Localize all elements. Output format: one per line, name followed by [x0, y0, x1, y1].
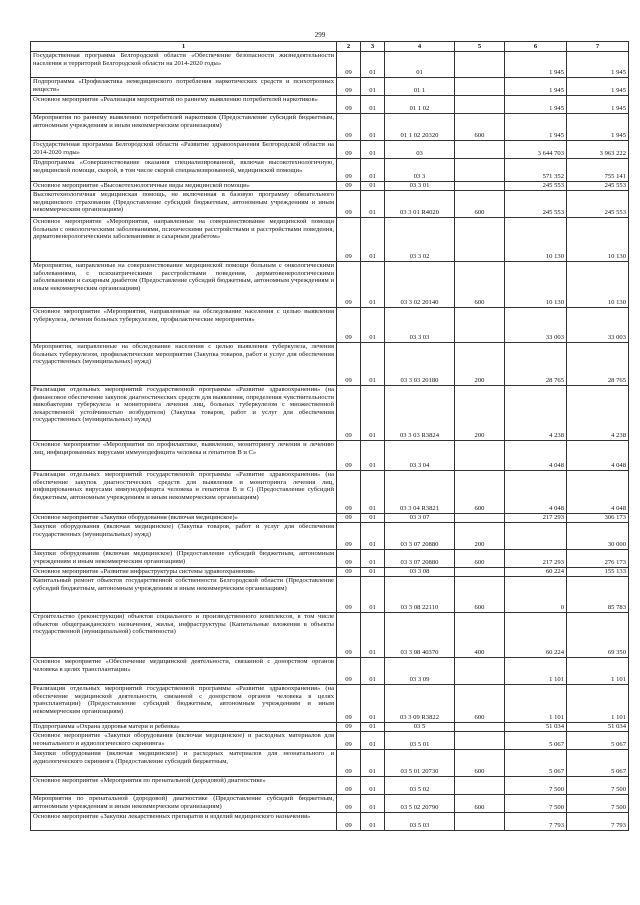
- amount-2018: 3 963 222: [567, 141, 629, 159]
- target-article-code: 03 3 04: [385, 441, 455, 471]
- section-code: 09: [337, 96, 361, 114]
- row-name: Основное мероприятие «Реализация мероприятий по раннему выявлению потребителей наркотиков»: [31, 96, 337, 114]
- amount-2017: 10 130: [505, 262, 567, 308]
- table-row: [31, 813, 629, 831]
- subsection-code: 01: [361, 523, 385, 550]
- section-code: 09: [337, 141, 361, 159]
- subsection-code: 01: [361, 777, 385, 795]
- table-row: [31, 550, 629, 568]
- subsection-code: 01: [361, 568, 385, 577]
- section-code: 09: [337, 514, 361, 523]
- amount-2018: 4 048: [567, 471, 629, 514]
- subsection-code: 01: [361, 52, 385, 78]
- target-article-code: 03 3 02: [385, 218, 455, 262]
- target-article-code: 03 5: [385, 723, 455, 732]
- expense-type-code: 600: [455, 550, 505, 568]
- expense-type-code: 600: [455, 114, 505, 141]
- section-code: 09: [337, 114, 361, 141]
- table-row: [31, 114, 629, 141]
- expense-type-code: [455, 723, 505, 732]
- target-article-code: 03 3 02 20140: [385, 262, 455, 308]
- amount-2018: 51 034: [567, 723, 629, 732]
- target-article-code: 03 3 07: [385, 514, 455, 523]
- expense-type-code: 600: [455, 191, 505, 218]
- table-row: [31, 191, 629, 218]
- table-row: [31, 386, 629, 441]
- subsection-code: 01: [361, 750, 385, 777]
- amount-2017: 33 003: [505, 308, 567, 343]
- row-name: Закупки оборудования (включая медицинское) и расходных материалов для неонатального и аудиологического скрининга (Предоставление субсидий бюджетным,: [31, 750, 337, 777]
- row-name: Подпрограмма «Охрана здоровья матери и ребенка»: [31, 723, 337, 732]
- row-name: Закупки оборудования (включая медицинское) (Предоставление субсидий бюджетным, автономным учреждениям и иным некоммерческим организациям): [31, 550, 337, 568]
- amount-2018: 1 945: [567, 96, 629, 114]
- target-article-code: 01 1: [385, 78, 455, 96]
- table-row: [31, 141, 629, 159]
- row-name: Мероприятия, направленные на обследование населения с целью выявления туберкулеза, лечения больных туберкулезом, профилактические мероприятия (Закупка товаров, работ и услуг для обеспечения государственных (муниципальных) нужд): [31, 343, 337, 386]
- row-name: Подпрограмма «Профилактика немедицинского потребления наркотических средств и психотропных веществ»: [31, 78, 337, 96]
- amount-2017: 571 352: [505, 159, 567, 182]
- expense-type-code: 600: [455, 750, 505, 777]
- subsection-code: 01: [361, 218, 385, 262]
- amount-2018: 245 553: [567, 182, 629, 191]
- table-row: [31, 441, 629, 471]
- row-name: Основное мероприятие «Высокотехнологичные виды медицинской помощи»: [31, 182, 337, 191]
- target-article-code: 01 1 02: [385, 96, 455, 114]
- subsection-code: 01: [361, 308, 385, 343]
- target-article-code: 03 3 01 R4020: [385, 191, 455, 218]
- subsection-code: 01: [361, 723, 385, 732]
- amount-2017: 5 067: [505, 732, 567, 750]
- expense-type-code: 600: [455, 471, 505, 514]
- subsection-code: 01: [361, 159, 385, 182]
- section-code: 09: [337, 52, 361, 78]
- amount-2017: 7 500: [505, 795, 567, 813]
- target-article-code: 03 3 09: [385, 658, 455, 685]
- table-row: [31, 777, 629, 795]
- target-article-code: 03 3 04 R3821: [385, 471, 455, 514]
- amount-2017: [505, 523, 567, 550]
- expense-type-code: [455, 78, 505, 96]
- section-code: 09: [337, 182, 361, 191]
- table-row: [31, 658, 629, 685]
- section-code: 09: [337, 777, 361, 795]
- expense-type-code: [455, 441, 505, 471]
- expense-type-code: [455, 777, 505, 795]
- table-row: [31, 568, 629, 577]
- target-article-code: 03 3 01: [385, 182, 455, 191]
- row-name: Государственная программа Белгородской области «Обеспечение безопасности жизнедеятельности населения и территорий Белгородской области на 2014-2020 годы»: [31, 52, 337, 78]
- table-row: [31, 52, 629, 78]
- expense-type-code: [455, 96, 505, 114]
- amount-2017: 217 293: [505, 514, 567, 523]
- amount-2017: 28 765: [505, 343, 567, 386]
- page-number: 299: [314, 31, 326, 39]
- amount-2018: 33 003: [567, 308, 629, 343]
- section-code: 09: [337, 658, 361, 685]
- table-row: [31, 732, 629, 750]
- section-code: 09: [337, 78, 361, 96]
- subsection-code: 01: [361, 685, 385, 723]
- row-name: Основное мероприятие «Закупки лекарственных препаратов и изделий медицинского назначения»: [31, 813, 337, 831]
- row-name: Подпрограмма «Совершенствование оказания специализированной, включая высокотехнологичную, медицинской помощи, скорой, в том числе скорой специализированной, медицинской помощи»: [31, 159, 337, 182]
- row-name: Государственная программа Белгородской области «Развитие здравоохранения Белгородской области на 2014-2020 годы»: [31, 141, 337, 159]
- amount-2017: 4 238: [505, 386, 567, 441]
- table-row: [31, 523, 629, 550]
- subsection-code: 01: [361, 514, 385, 523]
- table-row: [31, 218, 629, 262]
- target-article-code: 03 3 08 22110: [385, 577, 455, 613]
- amount-2018: 30 000: [567, 523, 629, 550]
- amount-2017: 1 945: [505, 114, 567, 141]
- amount-2018: 1 101: [567, 685, 629, 723]
- row-name: Основное мероприятие «Развитие инфраструктуры системы здравоохранения»: [31, 568, 337, 577]
- amount-2017: 1 101: [505, 658, 567, 685]
- row-name: Строительство (реконструкция) объектов социального и производственного комплексов, в том числе объектов общегражданского назначения, жилья, инфраструктуры (Капитальные вложения в объекты государственной (муниципальной) собственности): [31, 613, 337, 658]
- subsection-code: 01: [361, 550, 385, 568]
- section-code: 09: [337, 191, 361, 218]
- section-code: 09: [337, 523, 361, 550]
- expense-type-code: [455, 568, 505, 577]
- expense-type-code: 600: [455, 262, 505, 308]
- target-article-code: 03 5 01 20730: [385, 750, 455, 777]
- amount-2017: 7 500: [505, 777, 567, 795]
- target-article-code: 03 5 03: [385, 813, 455, 831]
- section-code: 09: [337, 750, 361, 777]
- target-article-code: 03 3 07 20880: [385, 523, 455, 550]
- expense-type-code: 600: [455, 795, 505, 813]
- section-code: 09: [337, 308, 361, 343]
- row-name: Основное мероприятие «Мероприятия, направленные на совершенствование медицинской помощи больным с онкологическими заболеваниями, психическими расстройствами и расстройствами поведения, дерматовенерологическими заболеваниями и сахарным диабетом»: [31, 218, 337, 262]
- column-header: 7: [567, 42, 629, 52]
- expense-type-code: 600: [455, 577, 505, 613]
- target-article-code: 01 1 02 20320: [385, 114, 455, 141]
- subsection-code: 01: [361, 471, 385, 514]
- amount-2018: 69 350: [567, 613, 629, 658]
- row-name: Капитальный ремонт объектов государственной собственности Белгородской области (Предоставление субсидий бюджетным, автономным учреждениям и иным некоммерческим организациям): [31, 577, 337, 613]
- table-row: [31, 182, 629, 191]
- column-header: 2: [337, 42, 361, 52]
- amount-2018: 5 067: [567, 732, 629, 750]
- expense-type-code: [455, 141, 505, 159]
- table-row: [31, 308, 629, 343]
- section-code: 09: [337, 159, 361, 182]
- table-row: [31, 262, 629, 308]
- expense-type-code: [455, 732, 505, 750]
- target-article-code: 03 5 02: [385, 777, 455, 795]
- section-code: 09: [337, 550, 361, 568]
- table-row: [31, 514, 629, 523]
- amount-2017: 1 101: [505, 685, 567, 723]
- amount-2018: 1 101: [567, 658, 629, 685]
- section-code: 09: [337, 441, 361, 471]
- amount-2017: 217 293: [505, 550, 567, 568]
- target-article-code: 03 5 01: [385, 732, 455, 750]
- row-name: Мероприятия по раннему выявлению потребителей наркотиков (Предоставление субсидий бюджетным, автономным учреждениям и иным некоммерческим организациям): [31, 114, 337, 141]
- amount-2017: 245 553: [505, 191, 567, 218]
- section-code: 09: [337, 813, 361, 831]
- target-article-code: 01: [385, 52, 455, 78]
- amount-2018: 1 945: [567, 114, 629, 141]
- subsection-code: 01: [361, 114, 385, 141]
- subsection-code: 01: [361, 441, 385, 471]
- subsection-code: 01: [361, 343, 385, 386]
- column-header: 5: [455, 42, 505, 52]
- row-name: Основное мероприятие «Мероприятия по профилактике, выявлению, мониторингу лечения и лечению лиц, инфицированных вирусами иммунодефицита человека и гепатитов В и С»: [31, 441, 337, 471]
- section-code: 09: [337, 732, 361, 750]
- subsection-code: 01: [361, 658, 385, 685]
- amount-2018: 5 067: [567, 750, 629, 777]
- table-row: [31, 613, 629, 658]
- amount-2017: 3 644 703: [505, 141, 567, 159]
- amount-2018: 4 048: [567, 441, 629, 471]
- target-article-code: 03 3 09 R3822: [385, 685, 455, 723]
- section-code: 09: [337, 568, 361, 577]
- amount-2017: 7 793: [505, 813, 567, 831]
- subsection-code: 01: [361, 613, 385, 658]
- amount-2017: 60 224: [505, 568, 567, 577]
- table-row: [31, 159, 629, 182]
- subsection-code: 01: [361, 577, 385, 613]
- section-code: 09: [337, 577, 361, 613]
- expense-type-code: [455, 52, 505, 78]
- amount-2018: 7 793: [567, 813, 629, 831]
- row-name: Реализация отдельных мероприятий государственной программы «Развитие здравоохранения» (на финансовое обеспечение закупок диагностических средств для выявления, определения чувствительности микобактерии туберкулеза и мониторинга лечения лиц, больных туберкулезом с множественной лекарственной устойчивостью возбудителя) (Закупка товаров, работ и услуг для обеспечения государственных (муниципальных) нужд): [31, 386, 337, 441]
- row-name: Основное мероприятие «Мероприятия по пренатальной (дородовой) диагностике»: [31, 777, 337, 795]
- header-row: [31, 42, 629, 52]
- amount-2017: 1 945: [505, 78, 567, 96]
- amount-2017: 4 048: [505, 441, 567, 471]
- expense-type-code: 600: [455, 685, 505, 723]
- subsection-code: 01: [361, 732, 385, 750]
- expense-type-code: [455, 813, 505, 831]
- table-row: [31, 96, 629, 114]
- row-name: Основное мероприятие «Закупки оборудования (включая медицинское) и расходных материалов для неонатального и аудиологического скрининга»: [31, 732, 337, 750]
- column-header: 4: [385, 42, 455, 52]
- target-article-code: 03 5 02 20790: [385, 795, 455, 813]
- amount-2018: 85 783: [567, 577, 629, 613]
- column-header: 6: [505, 42, 567, 52]
- section-code: 09: [337, 218, 361, 262]
- row-name: Высокотехнологичная медицинская помощь, не включенная в базовую программу обязательного медицинского страхования (Предоставление субсидий бюджетным, автономным учреждениям и иным некоммерческим организациям): [31, 191, 337, 218]
- amount-2017: 60 224: [505, 613, 567, 658]
- amount-2018: 7 500: [567, 777, 629, 795]
- target-article-code: 03 3 08: [385, 568, 455, 577]
- subsection-code: 01: [361, 141, 385, 159]
- amount-2018: 306 173: [567, 514, 629, 523]
- amount-2017: 5 067: [505, 750, 567, 777]
- row-name: Мероприятия, направленные на совершенствование медицинской помощи больным с онкологическими заболеваниями, с психиатрическими расстройствами поведения, дерматовенерологическими заболеваниями и сахарным диабетом (Предоставление субсидий бюджетным, автономным учреждениям и иным некоммерческим организациям): [31, 262, 337, 308]
- amount-2017: 0: [505, 577, 567, 613]
- section-code: 09: [337, 795, 361, 813]
- section-code: 09: [337, 685, 361, 723]
- subsection-code: 01: [361, 78, 385, 96]
- amount-2018: 7 500: [567, 795, 629, 813]
- amount-2017: 245 553: [505, 182, 567, 191]
- amount-2018: 276 173: [567, 550, 629, 568]
- table-row: [31, 795, 629, 813]
- subsection-code: 01: [361, 182, 385, 191]
- subsection-code: 01: [361, 96, 385, 114]
- section-code: 09: [337, 613, 361, 658]
- subsection-code: 01: [361, 191, 385, 218]
- section-code: 09: [337, 723, 361, 732]
- expense-type-code: [455, 218, 505, 262]
- table-body: [31, 52, 629, 831]
- table-row: [31, 685, 629, 723]
- table-row: [31, 723, 629, 732]
- section-code: 09: [337, 343, 361, 386]
- amount-2018: 28 765: [567, 343, 629, 386]
- subsection-code: 01: [361, 386, 385, 441]
- row-name: Реализация отдельных мероприятий государственной программы «Развитие здравоохранения» (на обеспечение медицинской деятельности, связанной с донорством органов человека в целях трансплантации) (Предоставление субсидий бюджетным, автономным учреждениям и иным некоммерческим организациям): [31, 685, 337, 723]
- expense-type-code: 200: [455, 343, 505, 386]
- target-article-code: 03 3 03: [385, 308, 455, 343]
- expense-type-code: [455, 182, 505, 191]
- row-name: Основное мероприятие «Закупки оборудования (включая медицинское)»: [31, 514, 337, 523]
- section-code: 09: [337, 471, 361, 514]
- table-row: [31, 750, 629, 777]
- table-row: [31, 577, 629, 613]
- subsection-code: 01: [361, 795, 385, 813]
- amount-2018: 10 130: [567, 262, 629, 308]
- amount-2017: 1 945: [505, 96, 567, 114]
- expense-type-code: 200: [455, 523, 505, 550]
- expense-type-code: [455, 514, 505, 523]
- expense-type-code: [455, 308, 505, 343]
- amount-2018: 1 945: [567, 52, 629, 78]
- row-name: Реализация отдельных мероприятий государственной программы «Развитие здравоохранения» (на обеспечение закупок диагностических средств для выявления и мониторинга лечения лиц, инфицированных вирусами иммунодефицита человека и гепатитов В и С) (Предоставление субсидий бюджетным, автономным учреждениям и иным некоммерческим организациям): [31, 471, 337, 514]
- amount-2018: 755 141: [567, 159, 629, 182]
- row-name: Закупки оборудования (включая медицинское) (Закупка товаров, работ и услуг для обеспечения государственных (муниципальных) нужд): [31, 523, 337, 550]
- section-code: 09: [337, 386, 361, 441]
- table-row: [31, 78, 629, 96]
- column-header: 1: [31, 42, 337, 52]
- amount-2018: 1 945: [567, 78, 629, 96]
- expense-type-code: [455, 159, 505, 182]
- expense-type-code: 400: [455, 613, 505, 658]
- target-article-code: 03 3 07 20880: [385, 550, 455, 568]
- amount-2017: 4 048: [505, 471, 567, 514]
- target-article-code: 03 3 03 R3824: [385, 386, 455, 441]
- column-header: 3: [361, 42, 385, 52]
- budget-table: [30, 41, 629, 831]
- section-code: 09: [337, 262, 361, 308]
- target-article-code: 03: [385, 141, 455, 159]
- amount-2018: 245 553: [567, 191, 629, 218]
- amount-2017: 10 130: [505, 218, 567, 262]
- amount-2018: 10 130: [567, 218, 629, 262]
- amount-2018: 4 238: [567, 386, 629, 441]
- table-row: [31, 471, 629, 514]
- expense-type-code: [455, 658, 505, 685]
- amount-2017: 1 945: [505, 52, 567, 78]
- table-row: [31, 343, 629, 386]
- subsection-code: 01: [361, 813, 385, 831]
- target-article-code: 03 3 08 40370: [385, 613, 455, 658]
- row-name: Мероприятия по пренатальной (дородовой) диагностике (Предоставление субсидий бюджетным, автономным учреждениям и иным некоммерческим организациям): [31, 795, 337, 813]
- target-article-code: 03 3: [385, 159, 455, 182]
- amount-2018: 155 133: [567, 568, 629, 577]
- expense-type-code: 200: [455, 386, 505, 441]
- row-name: Основное мероприятие «Мероприятия, направленные на обследование населения с целью выявления туберкулеза, лечения больных туберкулезом, профилактические мероприятия»: [31, 308, 337, 343]
- row-name: Основное мероприятие «Обеспечение медицинской деятельности, связанной с донорством органов человека в целях трансплантации»: [31, 658, 337, 685]
- subsection-code: 01: [361, 262, 385, 308]
- target-article-code: 03 3 03 20180: [385, 343, 455, 386]
- amount-2017: 51 034: [505, 723, 567, 732]
